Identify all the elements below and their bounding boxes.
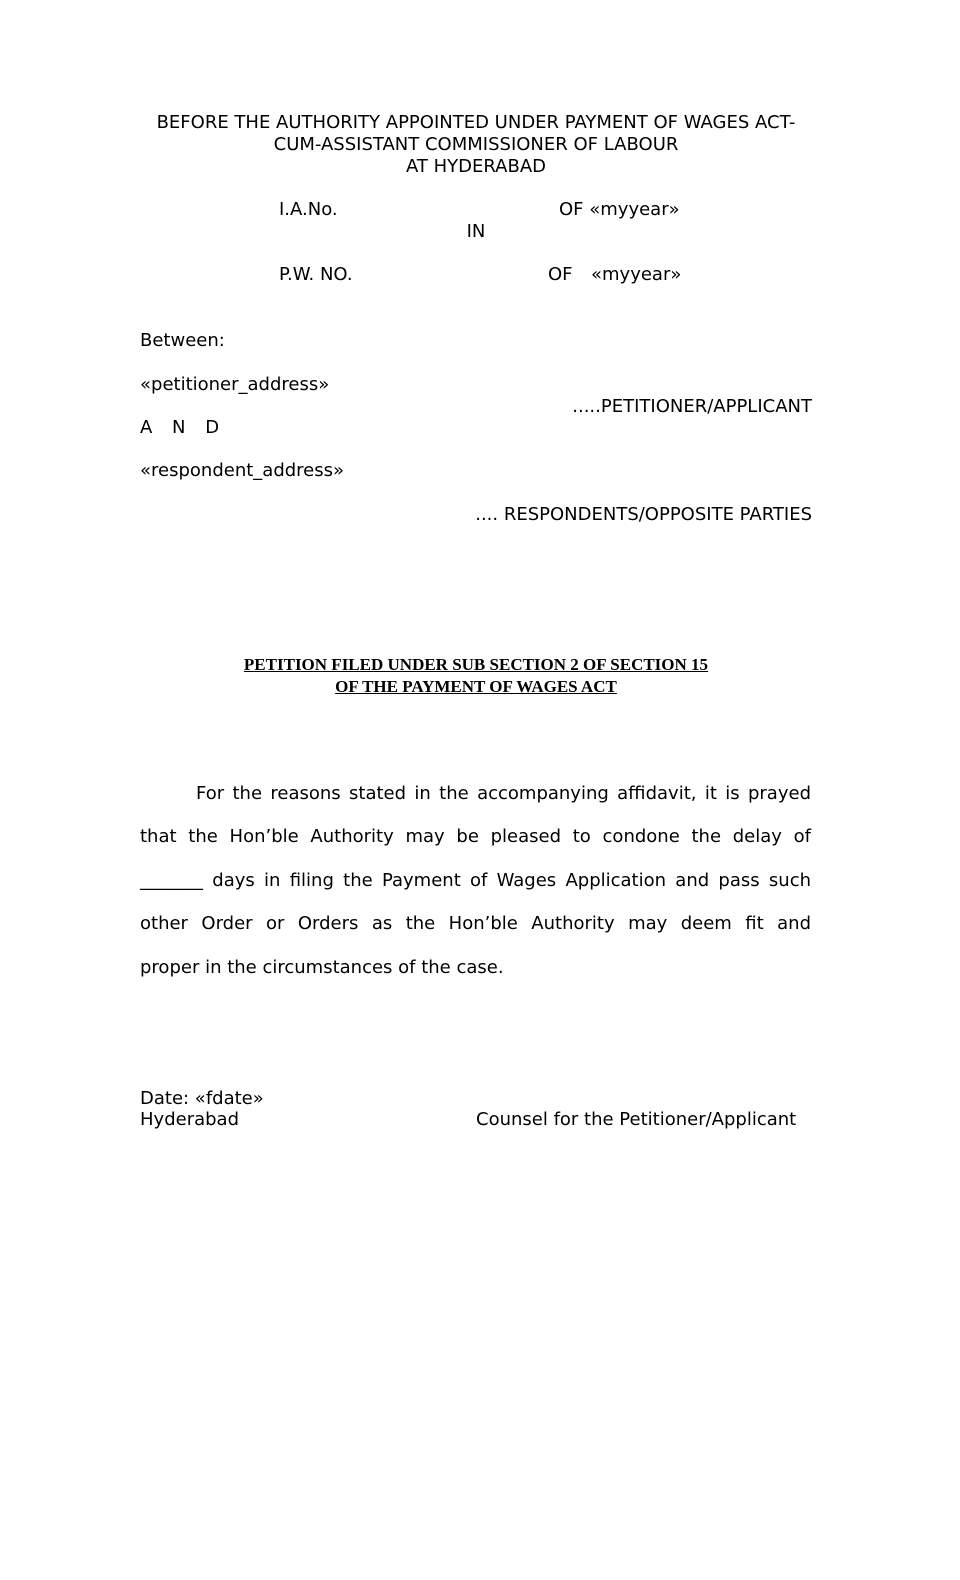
header-line-3: AT HYDERABAD bbox=[405, 156, 546, 177]
date-line: Date: «fdate» bbox=[140, 1088, 264, 1109]
petition-title-line-2: OF THE PAYMENT OF WAGES ACT bbox=[335, 677, 617, 696]
counsel-signature: Counsel for the Petitioner/Applicant bbox=[476, 1109, 797, 1130]
header-line-1: BEFORE THE AUTHORITY APPOINTED UNDER PAYMENT OF WAGES ACT- bbox=[156, 112, 796, 133]
header-line-2: CUM-ASSISTANT COMMISSIONER OF LABOUR bbox=[273, 134, 679, 155]
between-label: Between: bbox=[140, 330, 225, 351]
in-label: IN bbox=[466, 221, 486, 242]
ia-year: OF «myyear» bbox=[559, 199, 680, 220]
and-label: A N D bbox=[140, 417, 227, 438]
respondent-address: «respondent_address» bbox=[140, 460, 345, 481]
pw-year: «myyear» bbox=[591, 264, 682, 285]
body-line-4: other Order or Orders as the Hon’ble Authority may deem fit and bbox=[140, 913, 811, 934]
petitioner-address: «petitioner_address» bbox=[140, 374, 330, 395]
pw-of-label: OF bbox=[548, 264, 573, 285]
petitioner-role: .....PETITIONER/APPLICANT bbox=[572, 396, 812, 417]
body-line-3: _______ days in filing the Payment of Wages Application and pass such bbox=[140, 870, 811, 891]
place-line: Hyderabad bbox=[140, 1109, 239, 1130]
ia-number-label: I.A.No. bbox=[279, 199, 338, 220]
body-line-2: that the Hon’ble Authority may be pleased to condone the delay of bbox=[140, 826, 811, 847]
respondent-role: .... RESPONDENTS/OPPOSITE PARTIES bbox=[475, 504, 812, 525]
pw-number-label: P.W. NO. bbox=[279, 264, 353, 285]
body-line-1: For the reasons stated in the accompanying affidavit, it is prayed bbox=[196, 783, 811, 804]
body-line-5: proper in the circumstances of the case. bbox=[140, 957, 504, 978]
petition-title-line-1: PETITION FILED UNDER SUB SECTION 2 OF SECTION 15 bbox=[243, 655, 709, 674]
